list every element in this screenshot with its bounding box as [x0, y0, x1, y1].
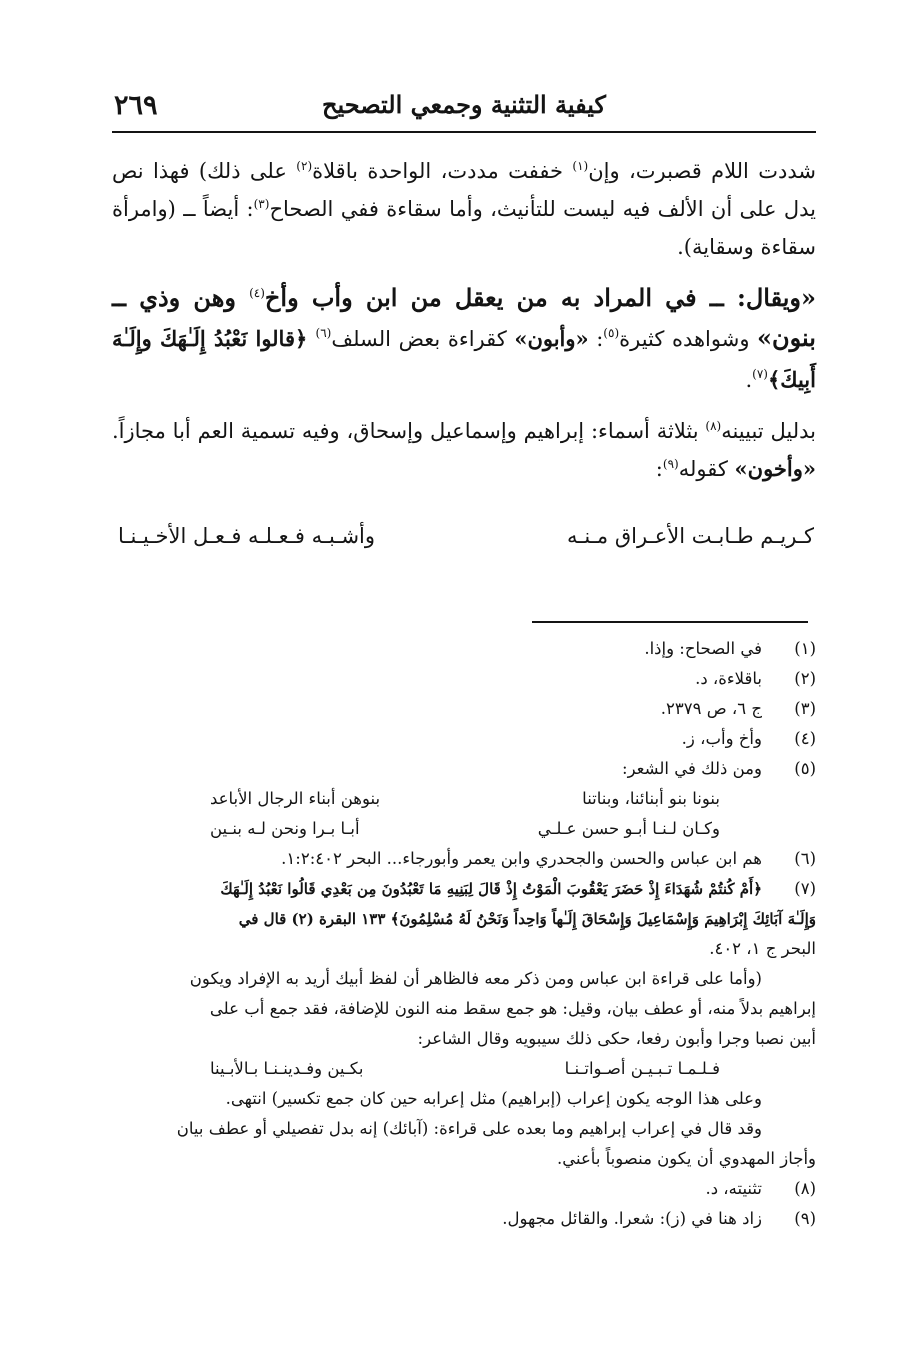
footnote-text: ج ٦، ص ٢٣٧٩.	[660, 699, 762, 718]
quran-verse: ﴿قالوا نَعْبُدُ إِلَـٰهَكَ وإِلَـٰهَ أَبِيكَ﴾	[112, 326, 816, 392]
quoted-word: «وأبون»	[514, 326, 589, 351]
footnote-text: وأجاز المهدوي أن يكون منصوباً بأعني.	[556, 1149, 816, 1168]
footnote-7-line	[112, 964, 816, 994]
quoted-rule: «ويقال: ــ في المراد به من يعقل من ابن وأب وأخ	[264, 283, 816, 312]
footnote-text: في الصحاح: وإذا.	[644, 639, 762, 658]
footnote-5-verse-1	[112, 784, 816, 814]
footnote-text: وأخ وأب، ز.	[681, 729, 762, 748]
footnote-7-line	[112, 1024, 816, 1054]
footnote-number: (٤)	[794, 729, 816, 748]
footnote-text: (وأما على قراءة ابن عباس ومن ذكر معه فالظاهر أن لفظ أبيك أريد به الإفراد ويكون	[189, 969, 762, 988]
footnote-number: (٥)	[794, 759, 816, 778]
footnote-ref-6: (٦)	[315, 326, 332, 340]
poem-verse	[118, 524, 814, 564]
footnote-text: أبين نصبا وجرا وأبون رفعا، حكى ذلك سيبويه وقال الشاعر:	[417, 1029, 816, 1048]
text-run: بثلاثة أسماء: إبراهيم وإسماعيل وإسحاق، وفيه تسمية العم أبا مجازاً.	[112, 419, 706, 443]
footnote-number: (٢)	[794, 669, 816, 688]
footnote-text: وعلى هذا الوجه يكون إعراب (إبراهيم) مثل إعرابه حين كان جمع تكسير) انتهى.	[225, 1089, 762, 1108]
footnote-text: زاد هنا في (ز): شعرا. والقائل مجهول.	[502, 1209, 762, 1228]
footnote-text: تثنيته، د.	[705, 1179, 762, 1198]
footnote-text: وقد قال في إعراب إبراهيم وما بعده على قراءة: (آبائك) إنه بدل تفصيلي أو عطف بيان	[176, 1119, 762, 1138]
footnote-3	[112, 694, 816, 724]
footnote-number: (٨)	[794, 1179, 816, 1198]
text-run: بدليل تبيينه	[721, 419, 816, 443]
footnote-ref-3: (٣)	[253, 197, 270, 211]
footnote-text: إبراهيم بدلاً منه، أو عطف بيان، وقيل: هو جمع سقط منه النون للإضافة، فقد جمع أب على	[209, 999, 816, 1018]
footnote-number: (١)	[794, 639, 816, 658]
header-rule	[112, 131, 816, 133]
text-run: : أيضاً ــ (وامرأة سقاءة وسقاية).	[112, 197, 816, 259]
verse-hemistich: بكـين وفـدينـنـا بـالأبـينا	[210, 1059, 364, 1078]
page-header	[112, 86, 816, 130]
footnote-7	[112, 874, 816, 904]
footnote-ref-9: (٩)	[662, 457, 679, 471]
footnote-text: هم ابن عباس والحسن والجحدري وابن يعمر وأبورجاء... البحر ١:٢:٤٠٢.	[281, 849, 762, 868]
footnote-text: ومن ذلك في الشعر:	[622, 759, 762, 778]
footnote-separator	[532, 621, 808, 623]
footnote-number: (٧)	[794, 879, 816, 898]
footnote-5	[112, 754, 816, 784]
poem-second-hemistich: وأشـبـه فـعـلـه فـعـل الأخـيـنـا	[118, 524, 376, 548]
footnote-4	[112, 724, 816, 754]
quran-verse: وَإِلَـٰهَ آبَائِكَ إِبْرَاهِيمَ وَإِسْمَاعِيلَ وَإِسْحَاقَ إِلَـٰهاً وَاحِداً وَنَحْنُ لَهُ مُسْلِمُونَ﴾ ١٣٣ البقرة (٢) قال في	[238, 910, 816, 928]
footnote-7-line	[112, 934, 816, 964]
footnote-number: (٣)	[794, 699, 816, 718]
verse-hemistich: أبـا بـرا ونحن لـه بنـين	[210, 819, 360, 838]
footnote-8	[112, 1174, 816, 1204]
poem-first-hemistich: كـريـم طـابـت الأعـراق مـنـه	[567, 524, 814, 548]
quran-verse: ﴿أَمْ كُنتُمْ شُهَدَاءَ إِذْ حَضَرَ يَعْقُوبَ الْمَوْتُ إِذْ قَالَ لِبَنِيهِ مَا تَعْبُدُونَ مِن بَعْدِي قَالُوا نَعْبُدُ إِلَـٰهَكَ	[220, 880, 762, 898]
footnote-7-line	[112, 904, 816, 934]
footnote-text: باقلاءة، د.	[695, 669, 762, 688]
footnote-2	[112, 664, 816, 694]
verse-hemistich: فـلـمـا تـبـيـن أصـواتـنـا	[564, 1059, 720, 1078]
footnote-ref-1: (١)	[572, 159, 589, 173]
footnote-7-line	[112, 994, 816, 1024]
footnote-7-verse	[112, 1054, 816, 1084]
text-run: على ذلك) فهذا نص يدل على أن الألف فيه ليست للتأنيث، وأما سقاءة ففي الصحاح	[112, 159, 816, 221]
verse-hemistich: بنوهن أبناء الرجال الأباعد	[210, 789, 381, 808]
footnote-5-verse-2	[112, 814, 816, 844]
footnote-9	[112, 1204, 816, 1234]
main-text	[112, 152, 816, 488]
text-run: شددت اللام قصبرت، وإن	[588, 159, 816, 183]
footnote-number: (٩)	[794, 1209, 816, 1228]
paragraph-3	[112, 412, 816, 488]
footnote-number: (٦)	[794, 849, 816, 868]
quoted-word: «وأخون»	[734, 456, 816, 481]
footnote-ref-7: (٧)	[752, 367, 768, 381]
text-run: خففت مددت، الواحدة باقلاة	[312, 159, 573, 183]
footnote-6	[112, 844, 816, 874]
verse-hemistich: وكـان لـنـا أبـو حسن عـلـي	[537, 819, 720, 838]
footnote-7-line	[112, 1144, 816, 1174]
text-run: كقراءة بعض السلف	[331, 327, 515, 351]
text-run: وشواهده كثيرة	[619, 327, 758, 351]
text-run: :	[588, 327, 604, 351]
footnote-ref-2: (٢)	[296, 159, 313, 173]
paragraph-1	[112, 152, 816, 266]
footnote-7-line	[112, 1114, 816, 1144]
text-run: .	[745, 368, 753, 392]
footnote-ref-4: (٤)	[249, 286, 265, 300]
verse-hemistich: بنونا بنو أبنائنا، وبناتنا	[582, 789, 720, 808]
text-run: كقوله	[678, 457, 735, 481]
running-title: كيفية التثنية وجمعي التصحيح	[322, 90, 606, 119]
text-run: :	[655, 457, 663, 481]
footnote-ref-8: (٨)	[705, 419, 722, 433]
quoted-rule: وهن وذي ــ بنون»	[112, 283, 816, 352]
page-number: ٢٦٩	[114, 90, 158, 121]
paragraph-2	[112, 278, 816, 400]
footnotes	[112, 634, 816, 1234]
footnote-1	[112, 634, 816, 664]
footnote-ref-5: (٥)	[603, 326, 620, 340]
footnote-7-line	[112, 1084, 816, 1114]
footnote-text: البحر ج ١، ٤٠٢.	[709, 939, 816, 958]
